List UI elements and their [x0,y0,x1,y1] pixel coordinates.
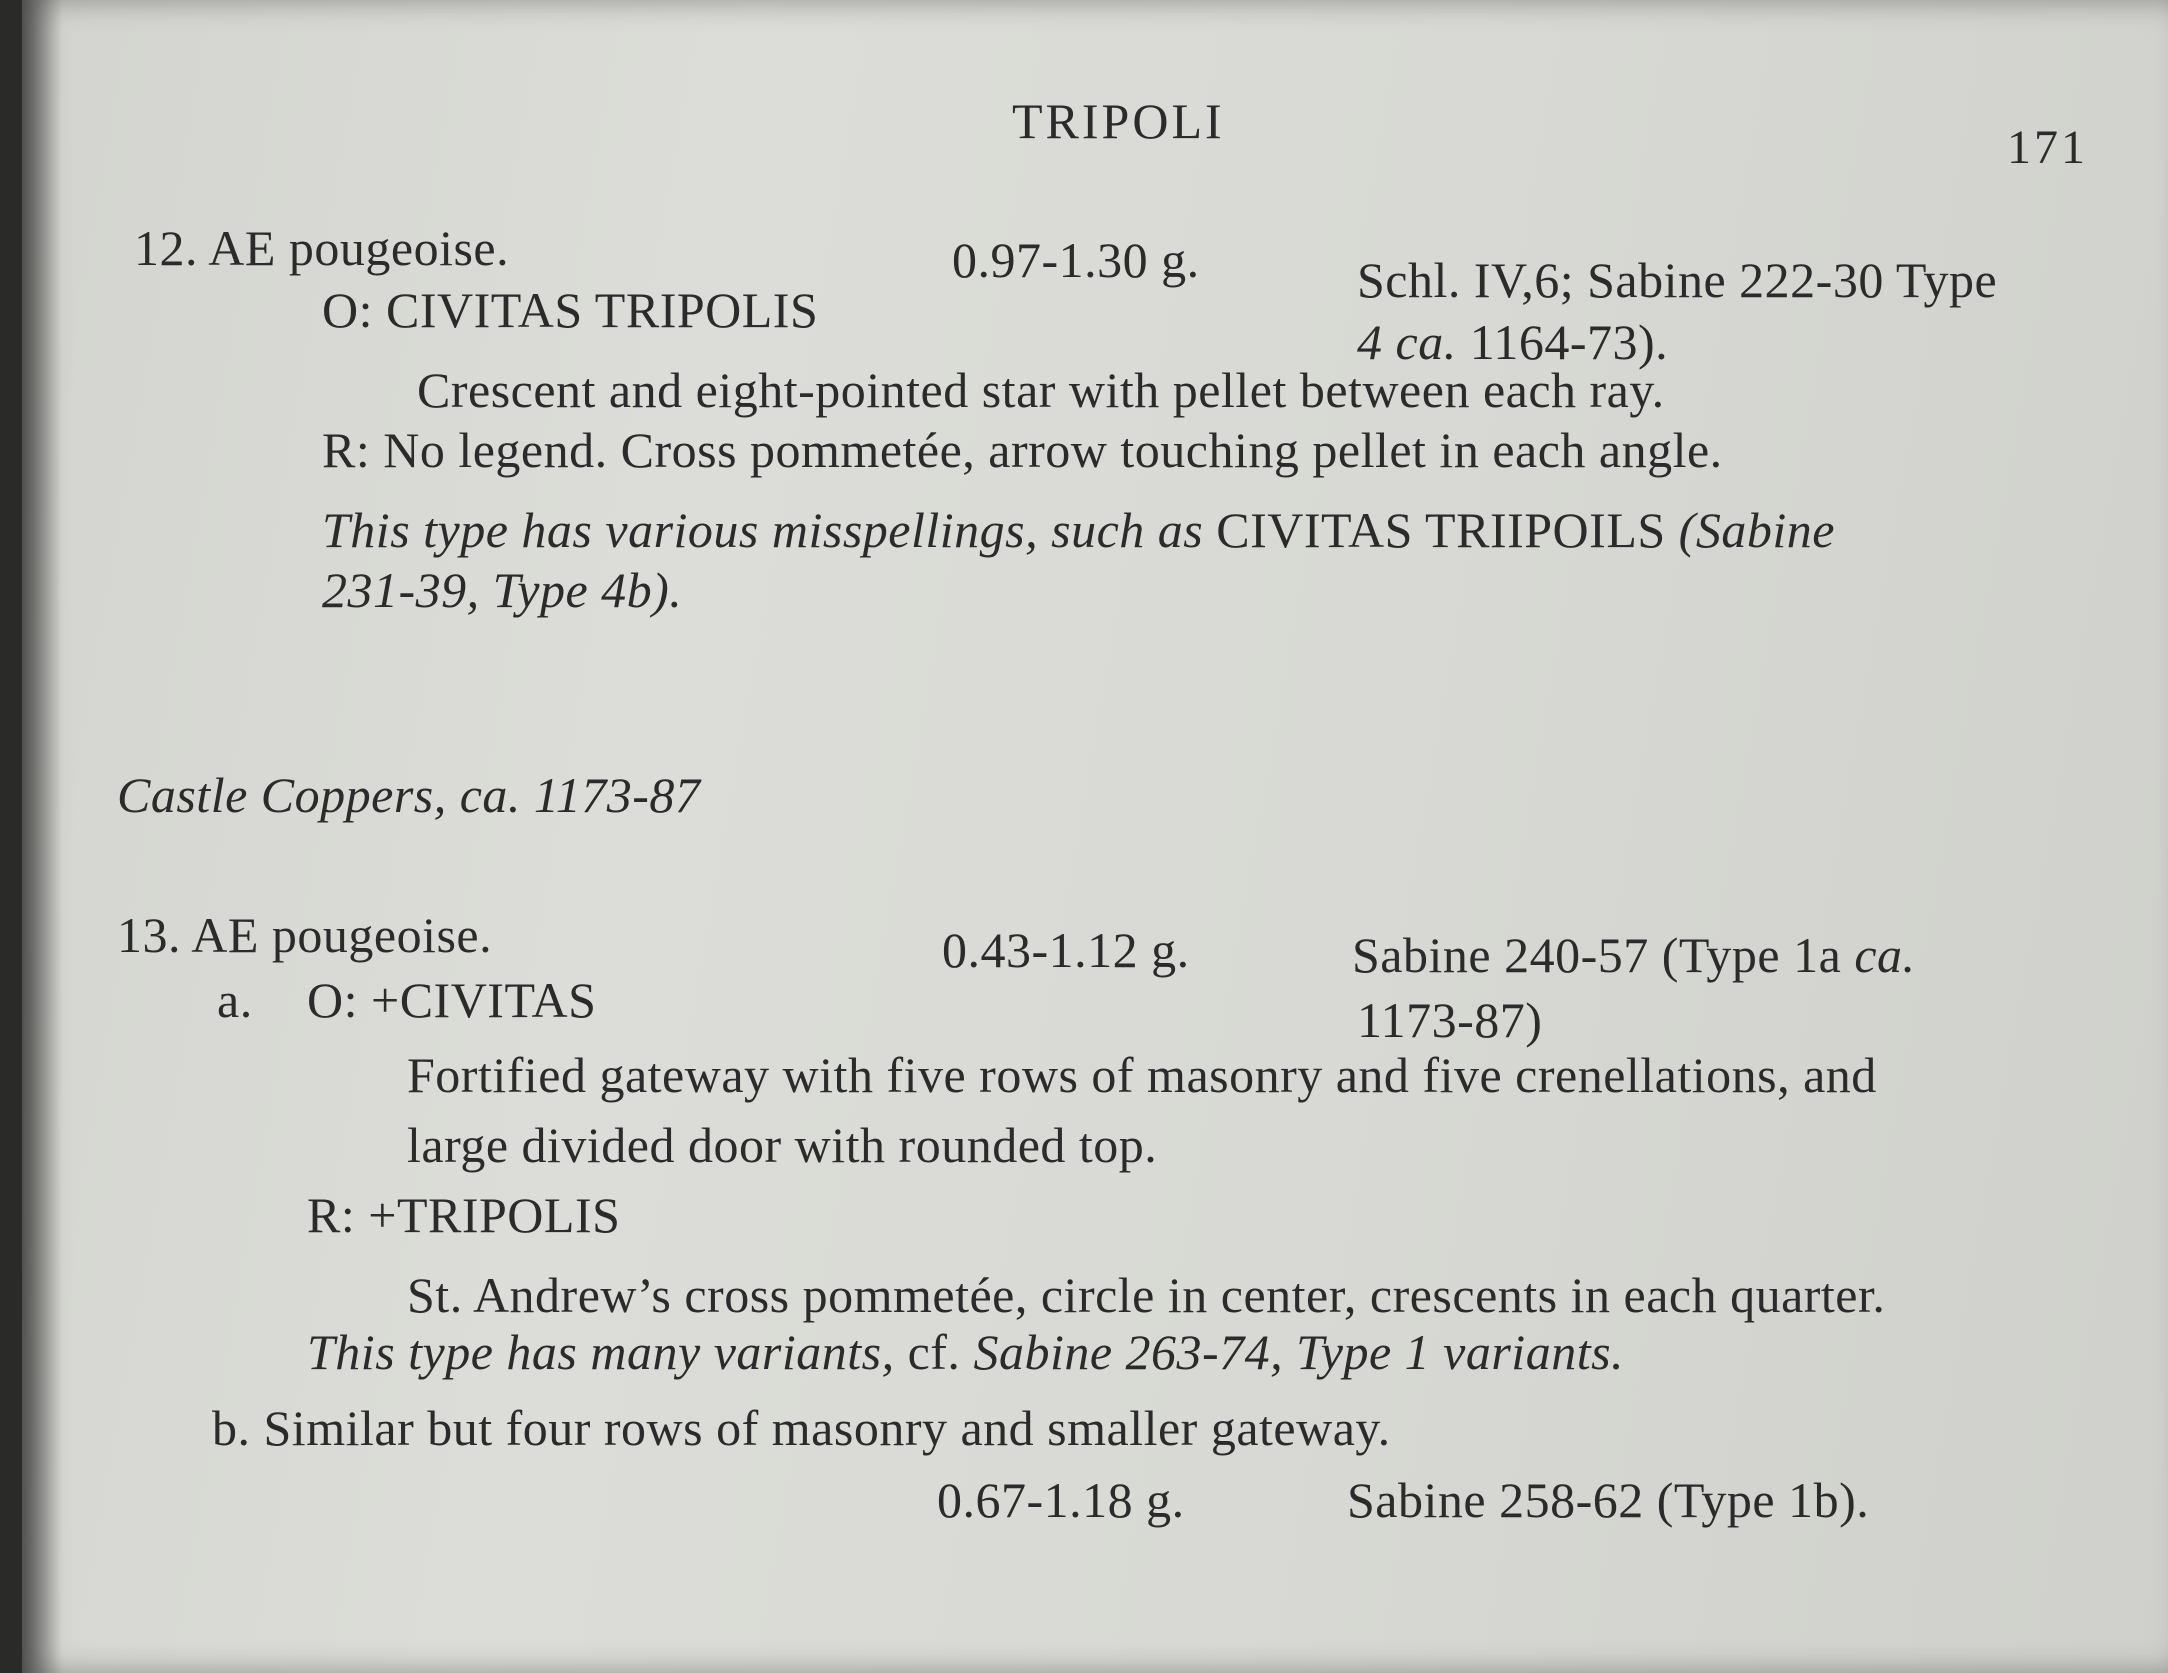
entry-13-heading: 13. AE pougeoise. [117,907,493,963]
variant-b-reference: Sabine 258-62 (Type 1b). [1347,1472,1870,1528]
running-title: TRIPOLI [1012,93,1225,149]
entry-12-reference-line1: Schl. IV,6; Sabine 222-30 Type [1357,252,1998,308]
entry-13-reference-line1 [1352,925,1916,985]
spine-shadow [22,0,62,1673]
entry-12-reference-ca: 4 ca. [1357,314,1457,370]
entry-13-reference-text: Sabine 240-57 (Type 1a [1352,927,1855,983]
entry-12-note-italic: This type has various misspellings, such as [322,502,1204,558]
book-page [22,0,2168,1673]
variant-a-note-ref: Sabine 263-74, Type 1 variants. [973,1324,1625,1380]
entry-12-obverse-legend: O: CIVITAS TRIPOLIS [322,282,819,338]
entry-12-note-line2: 231-39, Type 4b). [322,562,683,618]
entry-12-note-ref: (Sabine [1678,502,1835,558]
entry-12-note-legend: CIVITAS TRIIPOILS [1203,502,1679,558]
entry-12-weight: 0.97-1.30 g. [952,232,1200,288]
variant-a-note [307,1322,1624,1382]
variant-a-obverse-description-line2: large divided door with rounded top. [407,1117,1158,1173]
entry-13-reference-line2: 1173-87) [1357,992,1543,1048]
entry-12-reference-years: 1164-73). [1456,314,1669,370]
variant-a-note-cf: cf. [894,1324,974,1380]
variant-a-obverse-legend: O: +CIVITAS [307,972,597,1028]
variant-a-reverse-legend: R: +TRIPOLIS [307,1187,621,1243]
variant-a-obverse-description-line1: Fortified gateway with five rows of masonry and five crenellations, and [407,1047,1877,1103]
section-heading: Castle Coppers, ca. 1173-87 [117,767,701,823]
entry-13-reference-ca: ca. [1854,927,1916,983]
entry-12-obverse-description: Crescent and eight-pointed star with pellet between each ray. [417,362,1665,418]
page-number: 171 [2007,121,2088,174]
variant-a-note-italic: This type has many variants, [307,1324,895,1380]
variant-a-marker: a. [217,972,253,1028]
entry-13-weight: 0.43-1.12 g. [942,922,1190,978]
variant-b-description: b. Similar but four rows of masonry and smaller gateway. [212,1400,1391,1456]
variant-a-reverse-description: St. Andrew’s cross pommetée, circle in center, crescents in each quarter. [407,1267,1886,1323]
entry-12-reverse: R: No legend. Cross pommetée, arrow touching pellet in each angle. [322,422,1723,478]
entry-12-note-line1 [322,500,1835,560]
entry-12-heading: 12. AE pougeoise. [134,220,510,276]
variant-b-weight: 0.67-1.18 g. [937,1472,1185,1528]
